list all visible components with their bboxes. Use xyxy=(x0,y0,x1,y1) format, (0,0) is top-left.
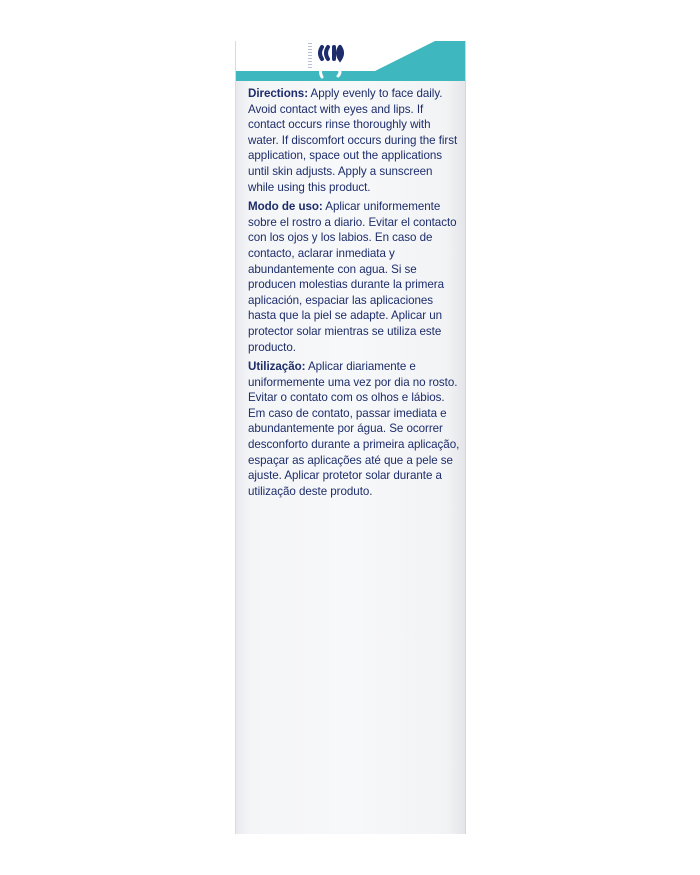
fine-print-lines xyxy=(308,43,312,69)
section-body: Aplicar uniformemente sobre el rostro a diario. Evitar el contacto con los ojos y los labios. En caso de contacto, aclarar inmediata y abundantemente con agua. Si se producen molestias durante la primera aplicación, espaciar las aplicaciones hasta que la piel se adapte. Aplicar un protector solar mientras se utiliza este producto. xyxy=(248,200,457,354)
brand-logo-icon xyxy=(316,43,366,79)
section-label: Directions: xyxy=(248,87,309,100)
section-label: Utilização: xyxy=(248,360,306,374)
section-label: Modo de uso: xyxy=(248,200,323,214)
directions-english xyxy=(248,86,460,195)
section-body: Aplicar diariamente e uniformemente uma vez por dia no rosto. Evitar o contato com os olhos e lábios. Em caso de contato, passar imediata e abundantemente por água. Se ocorrer desconforto durante a primeira aplicação, espaçar as aplicações até que a pele se ajuste. Aplicar protetor solar durante a utilização deste produto. xyxy=(248,360,460,498)
directions-spanish xyxy=(248,199,460,355)
section-body: Apply evenly to face daily. Avoid contact with eyes and lips. If contact occurs rinse thoroughly with water. If discomfort occurs during the first application, space out the applications until skin adjusts. Apply a sunscreen while using this product. xyxy=(248,87,458,194)
directions-copy xyxy=(248,86,460,503)
product-box-side-panel xyxy=(235,41,466,834)
directions-portuguese xyxy=(248,359,460,499)
